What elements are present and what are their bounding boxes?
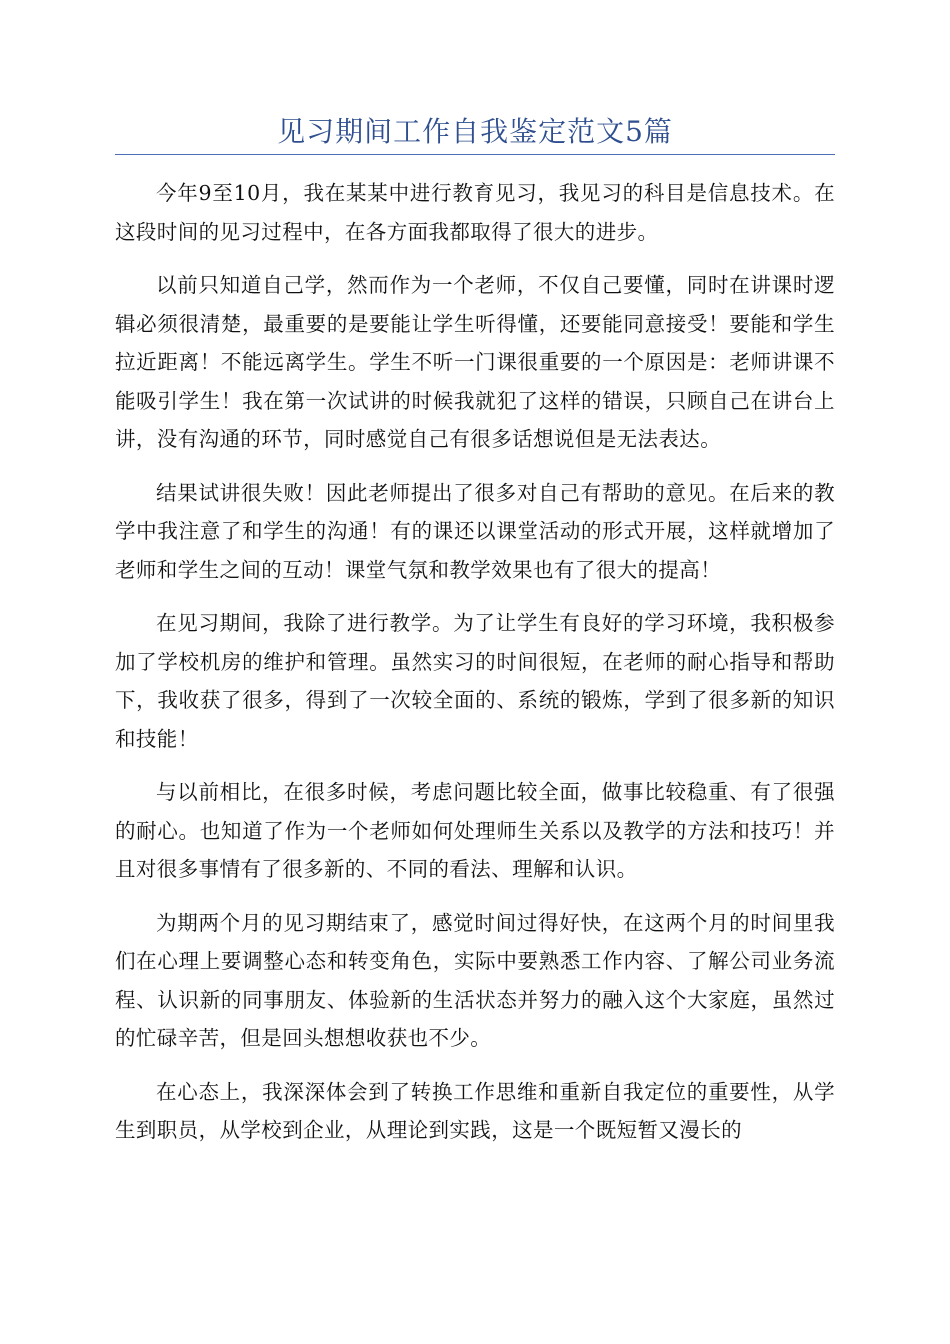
paragraph-3: 结果试讲很失败！因此老师提出了很多对自己有帮助的意见。在后来的教学中我注意了和学生的沟通！有的课还以课堂活动的形式开展，这样就增加了老师和学生之间的互动！课堂气氛和教学效果也有了很大的提高！: [115, 480, 835, 582]
paragraph-5: 与以前相比，在很多时候，考虑问题比较全面，做事比较稳重、有了很强的耐心。也知道了作为一个老师如何处理师生关系以及教学的方法和技巧！并且对很多事情有了很多新的、不同的看法、理解和认识。: [115, 780, 835, 881]
document-body: [115, 174, 835, 1165]
paragraph-1: 今年9至10月，我在某某中进行教育见习，我见习的科目是信息技术。在这段时间的见习过程中，在各方面我都取得了很大的进步。: [115, 181, 835, 244]
paragraph-7: 在心态上，我深深体会到了转换工作思维和重新自我定位的重要性，从学生到职员，从学校到企业，从理论到实践，这是一个既短暂又漫长的: [115, 1079, 835, 1142]
paragraph-4: 在见习期间，我除了进行教学。为了让学生有良好的学习环境，我积极参加了学校机房的维护和管理。虽然实习的时间很短，在老师的耐心指导和帮助下，我收获了很多，得到了一次较全面的、系统的锻炼，学到了很多新的知识和技能！: [115, 611, 835, 751]
paragraph-2: 以前只知道自己学，然而作为一个老师，不仅自己要懂，同时在讲课时逻辑必须很清楚，最重要的是要能让学生听得懂，还要能同意接受！要能和学生拉近距离！不能远离学生。学生不听一门课很重要的一个原因是：老师讲课不能吸引学生！我在第一次试讲的时候我就犯了这样的错误，只顾自己在讲台上讲，没有沟通的环节，同时感觉自己有很多话想说但是无法表达。: [115, 273, 835, 451]
paragraph-6: 为期两个月的见习期结束了，感觉时间过得好快，在这两个月的时间里我们在心理上要调整心态和转变角色，实际中要熟悉工作内容、了解公司业务流程、认识新的同事朋友、体验新的生活状态并努力的融入这个大家庭，虽然过的忙碌辛苦，但是回头想想收获也不少。: [115, 910, 835, 1050]
title-underline: [115, 154, 835, 155]
document-title: 见习期间工作自我鉴定范文5篇: [277, 115, 673, 148]
